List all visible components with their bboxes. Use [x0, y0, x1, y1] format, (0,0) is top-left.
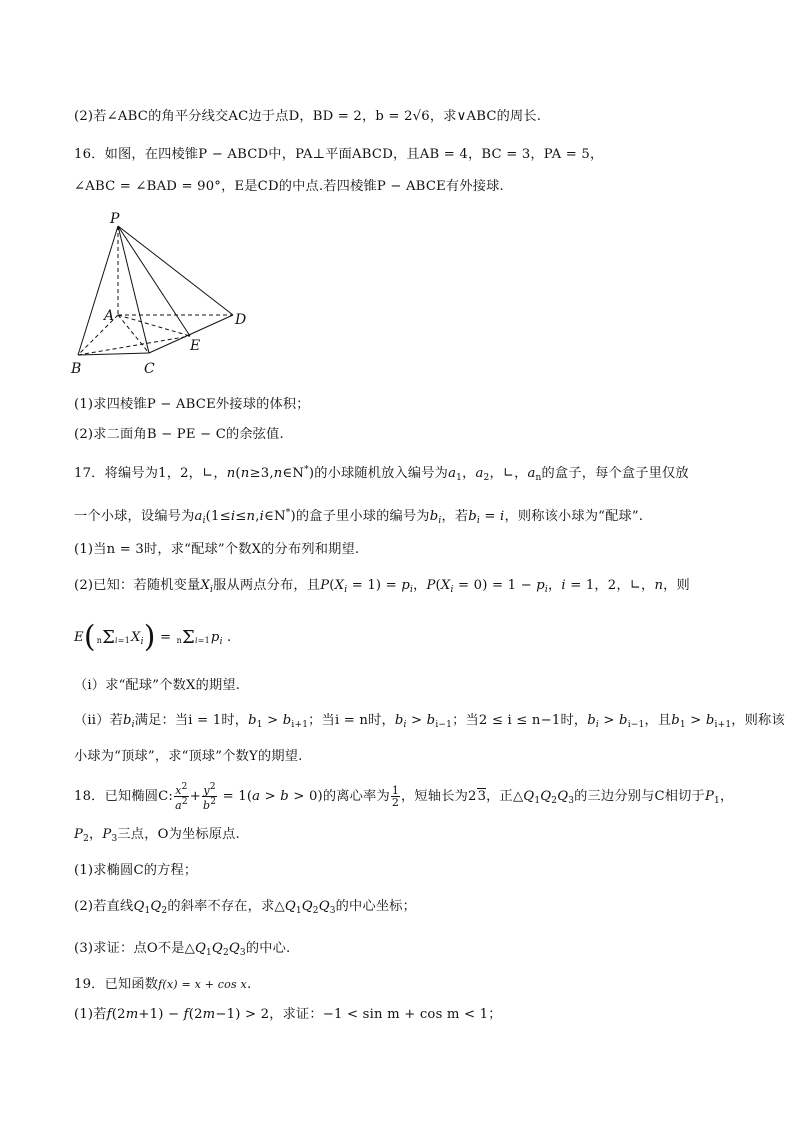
q17-sub-ii-line2: 小球为“顶球”，求“顶球”个数Y的期望. — [74, 749, 303, 764]
label-A: A — [104, 308, 115, 324]
edge-AE — [118, 315, 190, 336]
pyramid-figure — [70, 208, 260, 378]
q18-part2: (2)若直线$Q_1Q_2$的斜率不存在，求$\triangle Q_1Q_2Q_3$的中心坐标； — [74, 899, 416, 916]
q19-header: 19．已知函数f(x) = x + cos x. — [74, 977, 252, 992]
q17-line2: 一个小球，设编号为$a_i(1\le i\le n,i\in N^*)$的盒子里小球的编号为$b_i$，若$b_i = i$，则称该小球为“配球”. — [74, 508, 644, 526]
q16-part2: (2)求二面角B − PE − C的余弦值. — [74, 427, 284, 442]
edge-PD — [118, 226, 233, 315]
q16-header: 16．如图，在四棱锥P − ABCD中，PA⊥平面ABCD，且AB = 4，BC = 3，PA = 5， — [74, 147, 604, 162]
q18-line2: $P_2$，$P_3$三点，O为坐标原点. — [74, 827, 240, 844]
label-D: D — [235, 312, 247, 328]
q17-sub-ii: （ii）若$b_i$满足：当i = 1时，$b_1 > b_{i+1}$；当i = n时，$b_i > b_{i-1}$；当2 ≤ i ≤ n−1时，$b_i > b_{i-1}$，且$b_1 > b_{i+1}$，则称该 — [74, 713, 785, 730]
q18-line1: 18．已知椭圆C: $\frac{x^2}{a^2}$ + $\frac{y^2}{b^2}$ = 1(a > b > 0)的离心率为 $\frac{1}{2}$ ，短轴长为23，正$\triangle Q_1Q_2Q_3$的三边分别与C相切于$P_1$， — [74, 782, 734, 812]
q17-part2: (2)已知：若随机变量$X_i$服从两点分布，且$P(X_i = 1) = p_i$，$P(X_i = 0) = 1 - p_i$，i = 1，2，∟，n，则 — [74, 578, 690, 595]
label-B: B — [71, 361, 82, 377]
label-C: C — [144, 361, 155, 377]
q15-part2: (2)若∠ABC的角平分线交AC边于点D，BD = 2，b = 2√6，求∨ABC的周长. — [74, 109, 542, 124]
q17-formula: $E(n\Sigma i=1X_i) = n\Sigma i=1p_i$ . — [74, 619, 232, 655]
label-E: E — [190, 338, 201, 354]
q17-sub-i: （i）求“配球”个数X的期望. — [74, 678, 241, 693]
q18-part1: (1)求椭圆C的方程； — [74, 863, 198, 878]
q18-part3: (3)求证：点O不是$\triangle Q_1Q_2Q_3$的中心. — [74, 941, 291, 958]
q19-part1: (1)若f(2m+1) − f(2m−1) > 2，求证：−1 < sin m + cos m < 1； — [74, 1007, 502, 1022]
q16-part1: (1)求四棱锥P − ABCE外接球的体积； — [74, 397, 310, 412]
q17-line1: 17．将编号为1，2，∟，n(n≥3,n∈N*)的小球随机放入编号为$a_1$，$a_2$，∟，$a_n$的盒子，每个盒子里仅放 — [74, 465, 689, 483]
q17-part1: (1)当n = 3时，求“配球”个数X的分布列和期望. — [74, 542, 360, 557]
edge-BE — [78, 336, 190, 355]
label-P: P — [110, 211, 120, 227]
q16-line2: ∠ABC = ∠BAD = 90°，E是CD的中点.若四棱锥P − ABCE有外接球. — [74, 179, 504, 194]
edge-PE — [118, 226, 190, 336]
